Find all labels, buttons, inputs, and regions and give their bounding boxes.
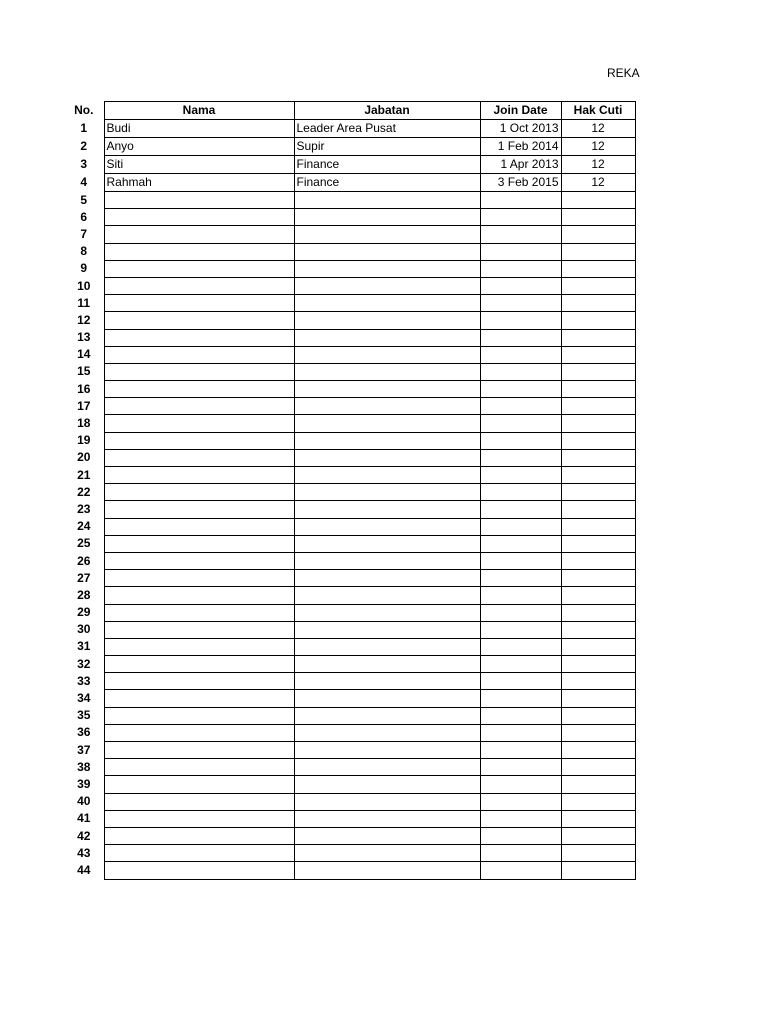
- jabatan-cell: [294, 209, 480, 226]
- nama-cell: Rahmah: [104, 174, 294, 192]
- jabatan-cell: [294, 467, 480, 484]
- table-row: [64, 638, 635, 655]
- row-number-cell: 33: [77, 673, 91, 688]
- jabatan-cell: [294, 346, 480, 363]
- nama-cell: [104, 707, 294, 724]
- table-row: [64, 312, 635, 329]
- nama-cell: [104, 793, 294, 810]
- hak-cuti-cell: [561, 295, 635, 312]
- join-date-cell: [480, 827, 561, 844]
- row-number-cell: 23: [77, 501, 91, 516]
- nama-cell: [104, 260, 294, 277]
- table-row: [64, 570, 635, 587]
- table-row: [64, 415, 635, 432]
- join-date-cell: [480, 552, 561, 569]
- hak-cuti-cell: [561, 415, 635, 432]
- jabatan-cell: [294, 484, 480, 501]
- hak-cuti-cell: [561, 243, 635, 260]
- hak-cuti-cell: [561, 776, 635, 793]
- join-date-cell: [480, 277, 561, 294]
- hak-cuti-cell: [561, 621, 635, 638]
- row-number-cell: 3: [80, 157, 88, 171]
- jabatan-cell: [294, 449, 480, 466]
- row-number-cell: 32: [77, 656, 91, 671]
- join-date-cell: [480, 467, 561, 484]
- row-number-cell: 31: [77, 639, 91, 654]
- row-number-cell: 26: [77, 553, 91, 568]
- nama-cell: [104, 535, 294, 552]
- join-date-cell: [480, 793, 561, 810]
- hak-cuti-cell: [561, 793, 635, 810]
- row-number-cell: 1: [80, 121, 88, 135]
- join-date-cell: [480, 363, 561, 380]
- nama-cell: [104, 673, 294, 690]
- row-number-cell: 37: [77, 742, 91, 757]
- nama-cell: [104, 587, 294, 604]
- nama-cell: [104, 742, 294, 759]
- column-header-jabatan: Jabatan: [294, 102, 480, 120]
- join-date-cell: [480, 346, 561, 363]
- join-date-cell: [480, 724, 561, 741]
- jabatan-cell: [294, 552, 480, 569]
- row-number-cell: 42: [77, 828, 91, 843]
- row-number-cell: 25: [77, 536, 91, 551]
- hak-cuti-cell: [561, 570, 635, 587]
- jabatan-cell: [294, 192, 480, 209]
- table-row: [64, 329, 635, 346]
- table-row: [64, 346, 635, 363]
- nama-cell: [104, 570, 294, 587]
- hak-cuti-cell: [561, 484, 635, 501]
- row-number-cell: 39: [77, 776, 91, 791]
- jabatan-cell: [294, 638, 480, 655]
- jabatan-cell: [294, 862, 480, 879]
- nama-cell: [104, 329, 294, 346]
- nama-cell: [104, 226, 294, 243]
- table-row: [64, 277, 635, 294]
- hak-cuti-cell: 12: [561, 120, 635, 138]
- join-date-cell: [480, 759, 561, 776]
- hak-cuti-cell: [561, 192, 635, 209]
- table-row: [64, 501, 635, 518]
- row-number-cell: 8: [80, 244, 88, 259]
- row-number-cell: 34: [77, 691, 91, 706]
- row-number-cell: 13: [77, 330, 91, 345]
- nama-cell: [104, 277, 294, 294]
- nama-cell: [104, 381, 294, 398]
- join-date-cell: [480, 501, 561, 518]
- row-number-cell: 4: [80, 175, 88, 189]
- hak-cuti-cell: [561, 845, 635, 862]
- hak-cuti-cell: [561, 398, 635, 415]
- jabatan-cell: [294, 363, 480, 380]
- join-date-cell: 3 Feb 2015: [480, 174, 561, 192]
- jabatan-cell: [294, 845, 480, 862]
- table-row: [64, 656, 635, 673]
- join-date-cell: [480, 312, 561, 329]
- row-number-cell: 6: [80, 209, 88, 224]
- hak-cuti-cell: [561, 759, 635, 776]
- hak-cuti-cell: [561, 724, 635, 741]
- jabatan-cell: [294, 776, 480, 793]
- nama-cell: [104, 552, 294, 569]
- row-number-cell: 41: [77, 811, 91, 826]
- column-header-join-date: Join Date: [480, 102, 561, 120]
- leave-record-table: [64, 101, 636, 880]
- row-number-cell: 20: [77, 450, 91, 465]
- join-date-cell: [480, 810, 561, 827]
- join-date-cell: [480, 690, 561, 707]
- table-row: [64, 138, 635, 156]
- table-row: [64, 621, 635, 638]
- row-number-cell: 36: [77, 725, 91, 740]
- join-date-cell: [480, 535, 561, 552]
- join-date-cell: [480, 449, 561, 466]
- table-row: [64, 192, 635, 209]
- join-date-cell: [480, 226, 561, 243]
- nama-cell: [104, 467, 294, 484]
- row-number-cell: 27: [77, 570, 91, 585]
- nama-cell: [104, 776, 294, 793]
- jabatan-cell: [294, 381, 480, 398]
- jabatan-cell: [294, 501, 480, 518]
- join-date-cell: [480, 518, 561, 535]
- nama-cell: Anyo: [104, 138, 294, 156]
- join-date-cell: 1 Oct 2013: [480, 120, 561, 138]
- table-row: [64, 690, 635, 707]
- nama-cell: [104, 845, 294, 862]
- nama-cell: [104, 690, 294, 707]
- row-number-cell: 11: [77, 295, 91, 310]
- jabatan-cell: Leader Area Pusat: [294, 120, 480, 138]
- table-row: [64, 776, 635, 793]
- row-number-cell: 30: [77, 622, 91, 637]
- hak-cuti-cell: [561, 552, 635, 569]
- nama-cell: [104, 501, 294, 518]
- hak-cuti-cell: [561, 742, 635, 759]
- join-date-cell: [480, 484, 561, 501]
- table-row: [64, 604, 635, 621]
- jabatan-cell: [294, 707, 480, 724]
- hak-cuti-cell: 12: [561, 156, 635, 174]
- nama-cell: [104, 638, 294, 655]
- hak-cuti-cell: [561, 810, 635, 827]
- nama-cell: [104, 398, 294, 415]
- join-date-cell: [480, 381, 561, 398]
- table-row: [64, 742, 635, 759]
- row-number-cell: 24: [77, 519, 91, 534]
- join-date-cell: [480, 398, 561, 415]
- table-row: [64, 363, 635, 380]
- join-date-cell: 1 Feb 2014: [480, 138, 561, 156]
- join-date-cell: [480, 673, 561, 690]
- hak-cuti-cell: [561, 329, 635, 346]
- hak-cuti-cell: [561, 587, 635, 604]
- row-number-cell: 21: [77, 467, 91, 482]
- row-number-cell: 18: [77, 416, 91, 431]
- nama-cell: [104, 295, 294, 312]
- table-row: [64, 793, 635, 810]
- jabatan-cell: [294, 673, 480, 690]
- table-row: [64, 673, 635, 690]
- jabatan-cell: [294, 260, 480, 277]
- jabatan-cell: [294, 329, 480, 346]
- hak-cuti-cell: [561, 432, 635, 449]
- table-row: [64, 260, 635, 277]
- join-date-cell: [480, 415, 561, 432]
- hak-cuti-cell: [561, 707, 635, 724]
- nama-cell: [104, 484, 294, 501]
- jabatan-cell: [294, 810, 480, 827]
- hak-cuti-cell: [561, 277, 635, 294]
- column-header-no: No.: [74, 103, 94, 117]
- hak-cuti-cell: [561, 518, 635, 535]
- join-date-cell: [480, 638, 561, 655]
- nama-cell: Siti: [104, 156, 294, 174]
- row-number-cell: 38: [77, 759, 91, 774]
- row-number-cell: 29: [77, 605, 91, 620]
- hak-cuti-cell: 12: [561, 174, 635, 192]
- row-number-cell: 40: [77, 794, 91, 809]
- jabatan-cell: [294, 690, 480, 707]
- nama-cell: [104, 518, 294, 535]
- hak-cuti-cell: [561, 690, 635, 707]
- nama-cell: [104, 312, 294, 329]
- nama-cell: [104, 759, 294, 776]
- jabatan-cell: [294, 398, 480, 415]
- join-date-cell: [480, 862, 561, 879]
- jabatan-cell: [294, 535, 480, 552]
- hak-cuti-cell: [561, 381, 635, 398]
- join-date-cell: [480, 656, 561, 673]
- nama-cell: [104, 346, 294, 363]
- jabatan-cell: [294, 570, 480, 587]
- nama-cell: [104, 449, 294, 466]
- join-date-cell: [480, 295, 561, 312]
- hak-cuti-cell: [561, 449, 635, 466]
- jabatan-cell: [294, 621, 480, 638]
- column-header-hak-cuti: Hak Cuti: [561, 102, 635, 120]
- document-title: REKA: [607, 66, 640, 80]
- nama-cell: [104, 621, 294, 638]
- table-row: [64, 243, 635, 260]
- join-date-cell: [480, 260, 561, 277]
- join-date-cell: [480, 570, 561, 587]
- join-date-cell: [480, 776, 561, 793]
- table-row: [64, 724, 635, 741]
- join-date-cell: [480, 742, 561, 759]
- nama-cell: [104, 810, 294, 827]
- hak-cuti-cell: [561, 226, 635, 243]
- table-row: [64, 295, 635, 312]
- table-row: [64, 226, 635, 243]
- jabatan-cell: [294, 415, 480, 432]
- hak-cuti-cell: [561, 604, 635, 621]
- table-header-row: [64, 102, 635, 120]
- hak-cuti-cell: [561, 827, 635, 844]
- row-number-cell: 2: [80, 139, 88, 153]
- join-date-cell: [480, 432, 561, 449]
- table-body: [64, 120, 635, 880]
- table-row: [64, 432, 635, 449]
- jabatan-cell: Finance: [294, 156, 480, 174]
- row-number-cell: 12: [77, 312, 91, 327]
- table-row: [64, 174, 635, 192]
- jabatan-cell: [294, 759, 480, 776]
- row-number-cell: 28: [77, 587, 91, 602]
- hak-cuti-cell: [561, 312, 635, 329]
- join-date-cell: [480, 209, 561, 226]
- hak-cuti-cell: [561, 673, 635, 690]
- jabatan-cell: [294, 587, 480, 604]
- nama-cell: [104, 827, 294, 844]
- join-date-cell: 1 Apr 2013: [480, 156, 561, 174]
- row-number-cell: 19: [77, 433, 91, 448]
- hak-cuti-cell: [561, 862, 635, 879]
- table-row: [64, 552, 635, 569]
- table-row: [64, 398, 635, 415]
- hak-cuti-cell: [561, 260, 635, 277]
- table-row: [64, 381, 635, 398]
- join-date-cell: [480, 604, 561, 621]
- table-row: [64, 827, 635, 844]
- table-row: [64, 707, 635, 724]
- nama-cell: [104, 415, 294, 432]
- table-row: [64, 467, 635, 484]
- jabatan-cell: [294, 295, 480, 312]
- row-number-cell: 7: [80, 226, 88, 241]
- hak-cuti-cell: [561, 656, 635, 673]
- table-row: [64, 518, 635, 535]
- jabatan-cell: [294, 742, 480, 759]
- row-number-cell: 10: [77, 278, 91, 293]
- row-number-cell: 5: [80, 192, 88, 207]
- nama-cell: [104, 724, 294, 741]
- jabatan-cell: [294, 793, 480, 810]
- row-number-cell: 14: [77, 347, 91, 362]
- row-number-cell: 44: [77, 862, 91, 877]
- table-row: [64, 810, 635, 827]
- row-number-cell: 35: [77, 708, 91, 723]
- jabatan-cell: [294, 432, 480, 449]
- join-date-cell: [480, 621, 561, 638]
- table-row: [64, 759, 635, 776]
- hak-cuti-cell: [561, 209, 635, 226]
- jabatan-cell: [294, 656, 480, 673]
- jabatan-cell: [294, 724, 480, 741]
- hak-cuti-cell: [561, 363, 635, 380]
- nama-cell: [104, 604, 294, 621]
- nama-cell: [104, 192, 294, 209]
- hak-cuti-cell: [561, 467, 635, 484]
- row-number-cell: 17: [77, 398, 91, 413]
- nama-cell: [104, 363, 294, 380]
- jabatan-cell: [294, 827, 480, 844]
- table-row: [64, 156, 635, 174]
- join-date-cell: [480, 243, 561, 260]
- nama-cell: [104, 862, 294, 879]
- table-row: [64, 845, 635, 862]
- join-date-cell: [480, 329, 561, 346]
- table-row: [64, 120, 635, 138]
- nama-cell: [104, 243, 294, 260]
- nama-cell: Budi: [104, 120, 294, 138]
- jabatan-cell: Finance: [294, 174, 480, 192]
- row-number-cell: 9: [80, 261, 88, 276]
- jabatan-cell: [294, 518, 480, 535]
- join-date-cell: [480, 192, 561, 209]
- hak-cuti-cell: [561, 638, 635, 655]
- table-row: [64, 862, 635, 879]
- join-date-cell: [480, 587, 561, 604]
- row-number-cell: 22: [77, 484, 91, 499]
- hak-cuti-cell: [561, 535, 635, 552]
- jabatan-cell: [294, 312, 480, 329]
- row-number-cell: 43: [77, 845, 91, 860]
- column-header-nama: Nama: [104, 102, 294, 120]
- jabatan-cell: [294, 277, 480, 294]
- hak-cuti-cell: [561, 501, 635, 518]
- row-number-cell: 15: [77, 364, 91, 379]
- jabatan-cell: [294, 604, 480, 621]
- nama-cell: [104, 209, 294, 226]
- jabatan-cell: [294, 243, 480, 260]
- table-row: [64, 587, 635, 604]
- table-row: [64, 449, 635, 466]
- hak-cuti-cell: 12: [561, 138, 635, 156]
- hak-cuti-cell: [561, 346, 635, 363]
- jabatan-cell: [294, 226, 480, 243]
- nama-cell: [104, 432, 294, 449]
- join-date-cell: [480, 707, 561, 724]
- table-row: [64, 535, 635, 552]
- jabatan-cell: Supir: [294, 138, 480, 156]
- nama-cell: [104, 656, 294, 673]
- table-row: [64, 209, 635, 226]
- row-number-cell: 16: [77, 381, 91, 396]
- join-date-cell: [480, 845, 561, 862]
- table-row: [64, 484, 635, 501]
